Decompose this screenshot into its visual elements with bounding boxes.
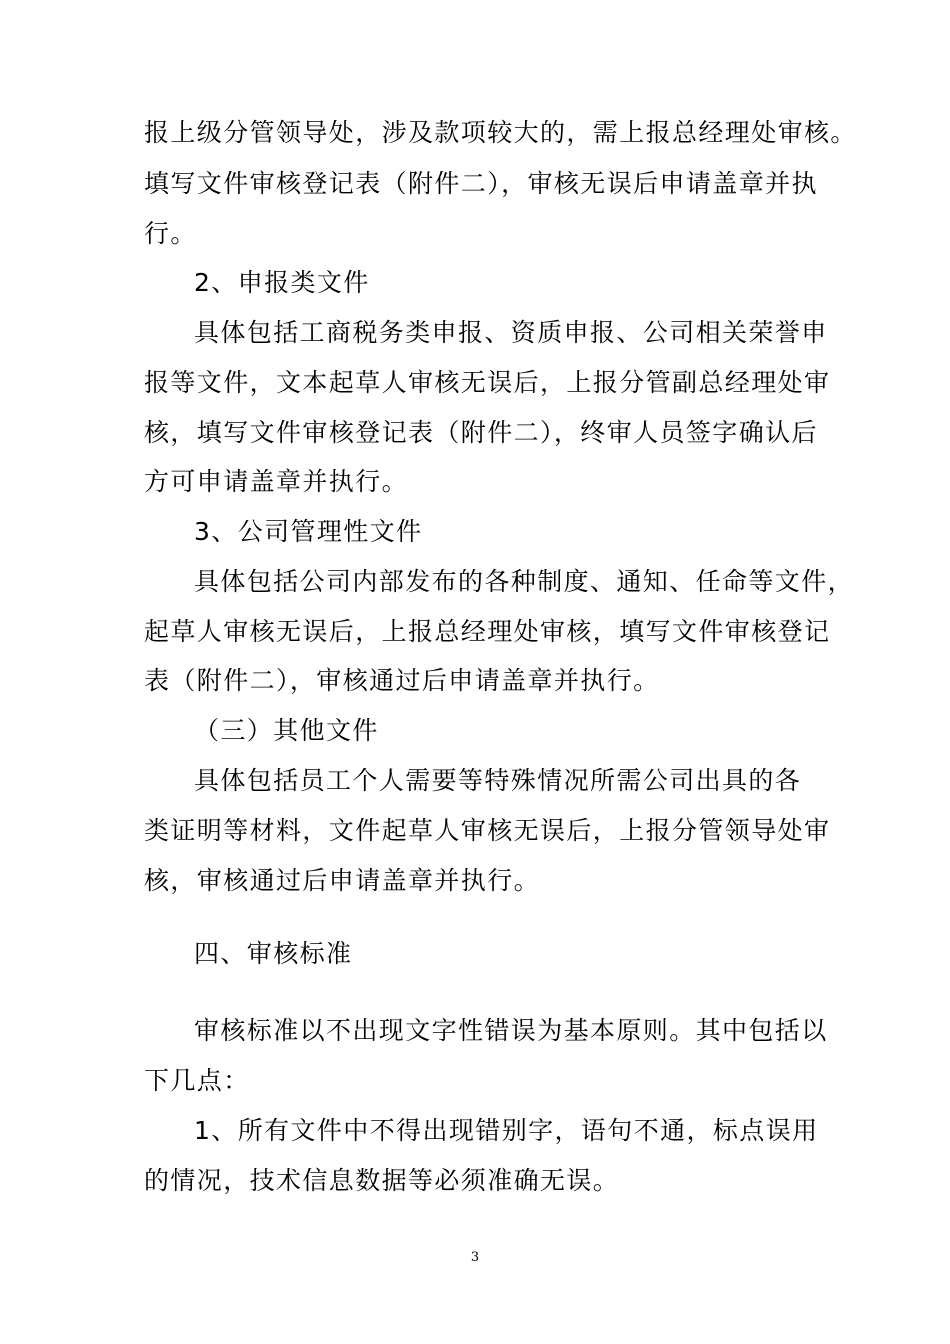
section-heading: 2、申报类文件 bbox=[194, 268, 370, 297]
body-text-line: 核，填写文件审核登记表（附件二），终审人员签字确认后 bbox=[144, 418, 818, 447]
body-text-line: 填写文件审核登记表（附件二），审核无误后申请盖章并执 bbox=[144, 169, 818, 198]
body-text-line: 表（附件二），审核通过后申请盖章并执行。 bbox=[144, 666, 660, 695]
section-heading: （三）其他文件 bbox=[194, 716, 379, 745]
page-number: 3 bbox=[470, 1250, 480, 1265]
body-text-line: 具体包括员工个人需要等特殊情况所需公司出具的各 bbox=[194, 766, 802, 795]
body-text-line: 类证明等材料，文件起草人审核无误后，上报分管领导处审 bbox=[144, 816, 831, 845]
body-text-line: 报等文件，文本起草人审核无误后，上报分管副总经理处审 bbox=[144, 368, 831, 397]
body-text-line: 方可申请盖章并执行。 bbox=[144, 467, 409, 496]
body-text-line: 审核标准以不出现文字性错误为基本原则。其中包括以 bbox=[194, 1016, 828, 1045]
body-text-line: 核，审核通过后申请盖章并执行。 bbox=[144, 866, 541, 895]
section-heading: 3、公司管理性文件 bbox=[194, 517, 423, 546]
body-text-line: 具体包括公司内部发布的各种制度、通知、任命等文件， bbox=[194, 567, 855, 596]
section-heading: 四、审核标准 bbox=[194, 939, 353, 968]
body-text-line: 1、所有文件中不得出现错别字，语句不通，标点误用 bbox=[194, 1116, 819, 1145]
body-text-line: 行。 bbox=[144, 219, 197, 248]
body-text-line: 的情况，技术信息数据等必须准确无误。 bbox=[144, 1166, 620, 1195]
body-text-line: 下几点： bbox=[144, 1066, 250, 1095]
body-text-line: 报上级分管领导处，涉及款项较大的，需上报总经理处审核。 bbox=[144, 118, 857, 147]
body-text-line: 具体包括工商税务类申报、资质申报、公司相关荣誉申 bbox=[194, 318, 828, 347]
body-text-line: 起草人审核无误后，上报总经理处审核，填写文件审核登记 bbox=[144, 617, 831, 646]
